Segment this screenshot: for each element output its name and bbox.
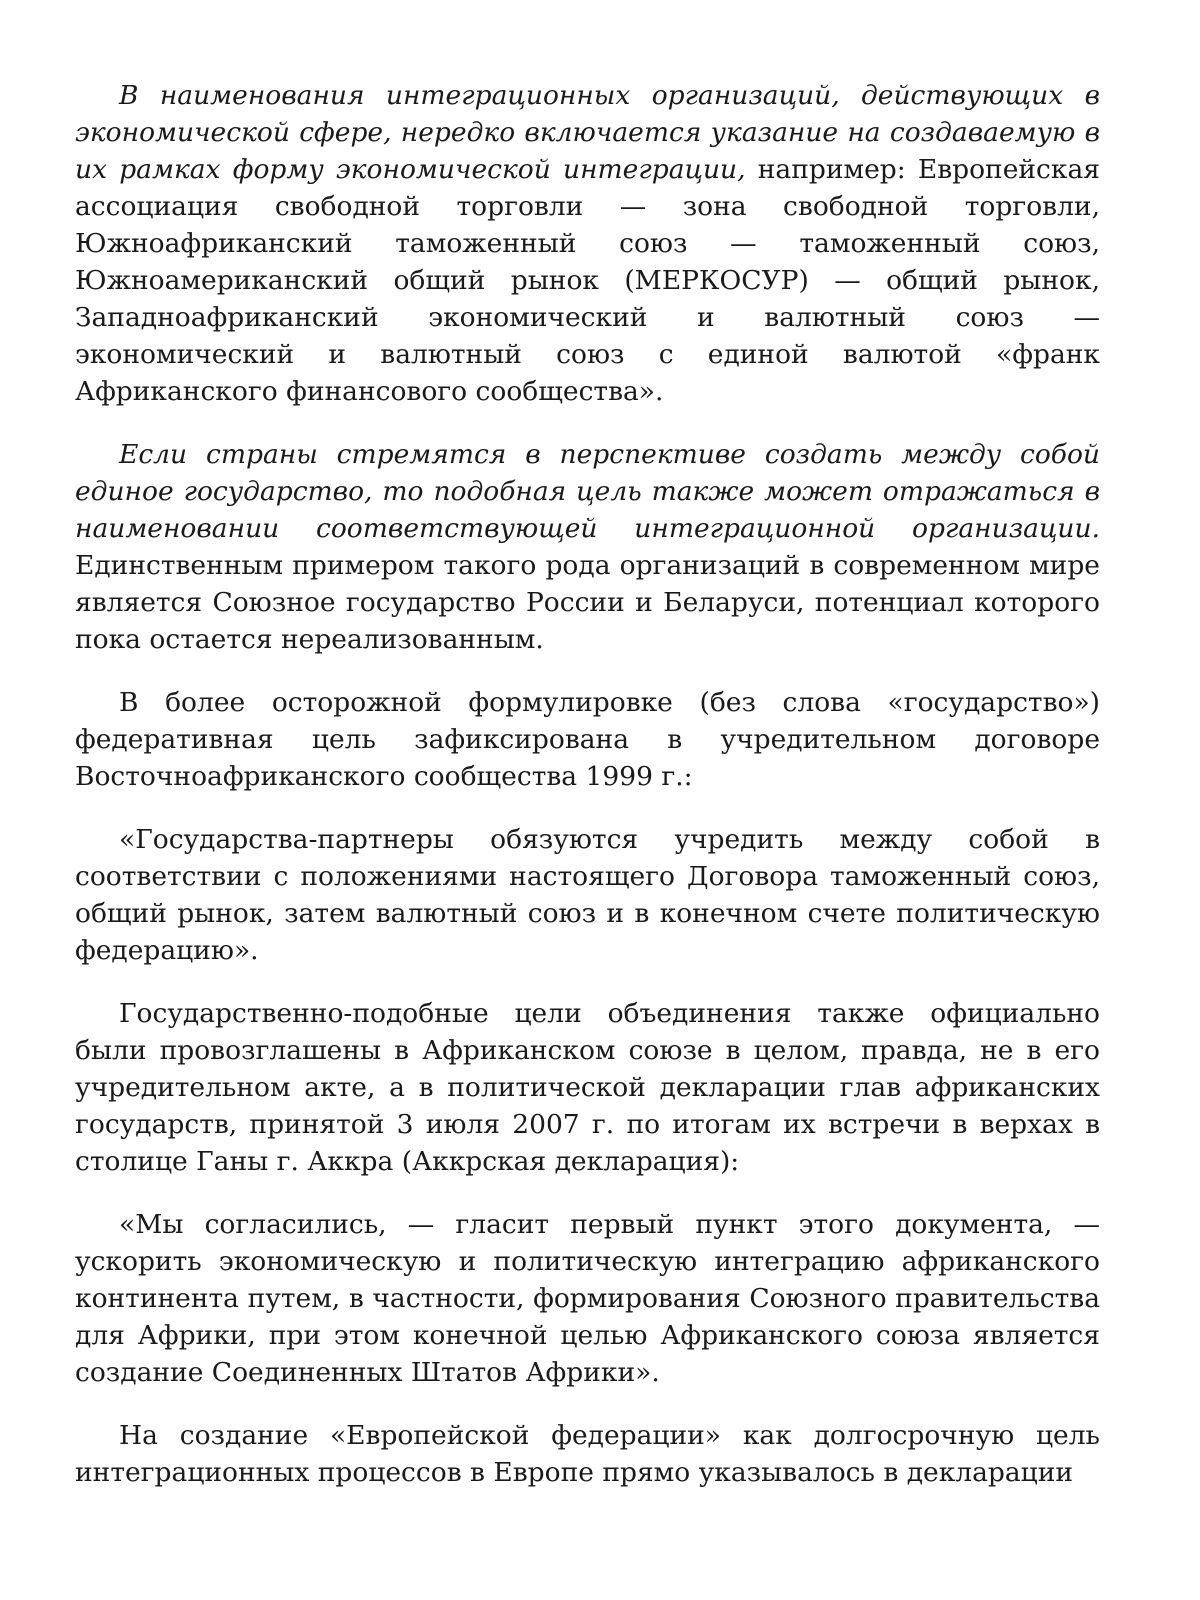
paragraph-accra-quote bbox=[75, 1206, 1100, 1391]
paragraph-african-union bbox=[75, 995, 1100, 1180]
paragraph-body: «Государства-партнеры обязуются учредить между собой в соответствии с положениями настоящего Договора таможенный союз, общий рынок, затем валютный союз и в конечном счете политическую федерацию». bbox=[75, 824, 1100, 966]
paragraph-single-state bbox=[75, 436, 1100, 658]
paragraph-european-federation bbox=[75, 1417, 1100, 1491]
document-page bbox=[75, 77, 1100, 1517]
paragraph-body: Единственным примером такого рода организаций в современном мире является Союзное государство России и Беларуси, потенциал которого пока остается нереализованным. bbox=[75, 550, 1100, 655]
paragraph-integration-names bbox=[75, 77, 1100, 410]
paragraph-treaty-quote bbox=[75, 821, 1100, 969]
paragraph-east-african-community bbox=[75, 684, 1100, 795]
paragraph-body: На создание «Европейской федерации» как долгосрочную цель интеграционных процессов в Европе прямо указывалось в декларации bbox=[75, 1420, 1100, 1488]
paragraph-body: «Мы согласились, — гласит первый пункт этого документа, — ускорить экономическую и политическую интеграцию африканского континента путем, в частности, формирования Союзного правительства для Африки, при этом конечной целью Африканского союза является создание Соединенных Штатов Африки». bbox=[75, 1209, 1100, 1388]
paragraph-body: В более осторожной формулировке (без слова «государство») федеративная цель зафиксирована в учредительном договоре Восточноафриканского сообщества 1999 г.: bbox=[75, 687, 1100, 792]
paragraph-italic-lead: Если страны стремятся в перспективе создать между собой единое государство, то подобная цель также может отражаться в наименовании соответствующей интеграционной организации. bbox=[75, 439, 1100, 544]
paragraph-body: например: Европейская ассоциация свободной торговли — зона свободной торговли, Южноафриканский таможенный союз — таможенный союз, Южноамериканский общий рынок (МЕРКОСУР) — общий рынок, Западноафриканский экономический и валютный союз — экономический и валютный союз с единой валютой «франк Африканского финансового сообщества». bbox=[75, 154, 1100, 407]
paragraph-body: Государственно-подобные цели объединения также официально были провозглашены в Африканском союзе в целом, правда, не в его учредительном акте, а в политической декларации глав африканских государств, принятой 3 июля 2007 г. по итогам их встречи в верхах в столице Ганы г. Аккра (Аккрская декларация): bbox=[75, 998, 1100, 1177]
paragraph-italic-lead: В наименования интеграционных организаций, действующих в экономической сфере, нередко включается указание на создаваемую в их рамках форму экономической интеграции, bbox=[75, 80, 1100, 185]
